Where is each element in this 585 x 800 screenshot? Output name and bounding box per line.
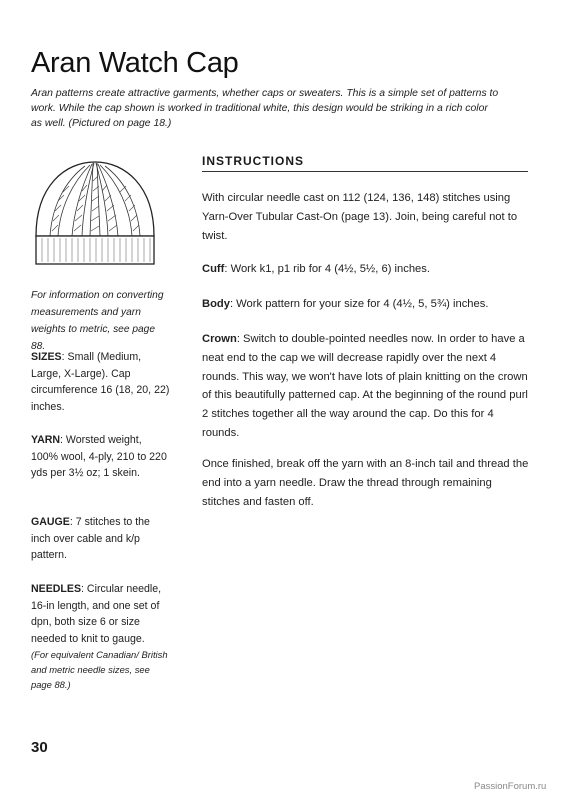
crown-text: : Switch to double-pointed needles now. In order to have a neat end to the cap we will decrease rapidly over the next 4 rounds. This way, we won't have lots of plain knitting on the crown of this beautifully patterned cap. At the beginning of the round purl 2 stitches together all the way around the cap. Do this for 4 rounds.: [202, 333, 528, 439]
instructions-heading: INSTRUCTIONS: [202, 154, 528, 172]
sizes-text: : Small (Medium, Large, X-Large). Cap circumference 16 (18, 20, 22) inches.: [31, 351, 170, 413]
metric-note-text: For information on converting measurements and yarn weights to metric, see page 88.: [31, 290, 164, 352]
needles-note: (For equivalent Canadian/ British and metric needle sizes, see page 88.): [31, 649, 168, 690]
body-label: Body: [202, 298, 230, 310]
yarn-text: : Worsted weight, 100% wool, 4-ply, 210 to 220 yds per 3½ oz; 1 skein.: [31, 434, 167, 479]
crown-label: Crown: [202, 333, 237, 345]
cuff-text: : Work k1, p1 rib for 4 (4½, 5½, 6) inches.: [224, 263, 430, 275]
metric-note: [31, 287, 171, 355]
needles-label: NEEDLES: [31, 583, 82, 595]
page-number: 30: [31, 739, 48, 756]
gauge-text: : 7 stitches to the inch over cable and k/p pattern.: [31, 516, 150, 561]
body-paragraph: [202, 295, 532, 314]
intro-text: Aran patterns create attractive garments, whether caps or sweaters. This is a simple set of patterns to work. While the cap shown is worked in traditional white, this design would be striking in a rich color as well. (Pictured on page 18.): [31, 88, 499, 129]
sizes-block: [31, 349, 171, 415]
finish-paragraph: Once finished, break off the yarn with an 8-inch tail and thread the end into a yarn needle. Draw the thread through remaining stitches and fasten off.: [202, 458, 529, 508]
needles-block: [31, 581, 171, 692]
body-text: : Work pattern for your size for 4 (4½, 5, 5¾) inches.: [229, 298, 489, 310]
gauge-label: GAUGE: [31, 516, 70, 528]
sizes-label: SIZES: [31, 351, 62, 363]
yarn-label: YARN: [31, 434, 61, 446]
needles-text: : Circular needle, 16-in length, and one set of dpn, both size 6 or size needed to knit to gauge.: [31, 583, 162, 645]
page-title: Aran Watch Cap: [31, 47, 239, 79]
cast-on-paragraph: With circular needle cast on 112 (124, 136, 148) stitches using Yarn-Over Tubular Cast-On (page 13). Join, being careful not to twist.: [202, 192, 518, 242]
crown-paragraph: [202, 330, 532, 443]
cuff-label: Cuff: [202, 263, 225, 275]
yarn-block: [31, 432, 171, 482]
gauge-block: [31, 514, 171, 564]
cap-illustration: [30, 156, 160, 268]
cuff-paragraph: [202, 260, 532, 279]
watermark: PassionForum.ru: [474, 781, 547, 792]
